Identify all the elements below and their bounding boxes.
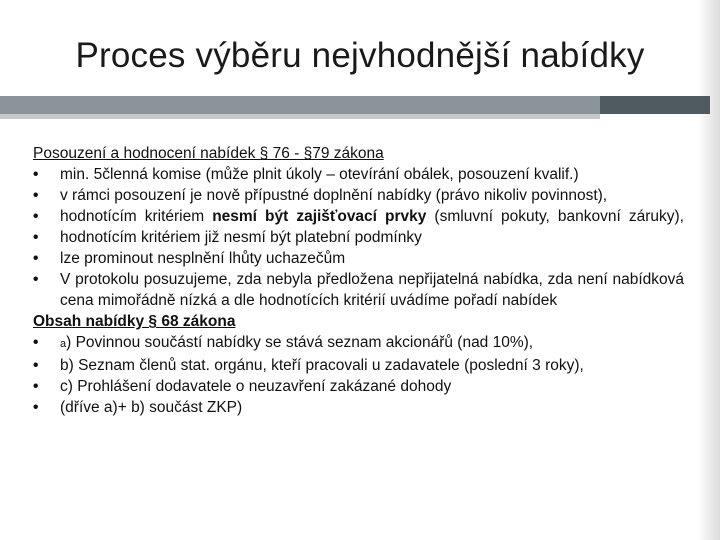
title-divider-accent [600,96,710,114]
title-divider-bar [0,96,600,114]
list-item-prefix: a [60,338,67,350]
list-item [33,397,684,418]
list-item-text-start: hodnotícím kritériem [60,208,213,225]
list-item [33,227,684,248]
list-item [33,269,684,311]
list-item-text-end: (smluvní pokuty, bankovní záruky), [426,208,684,225]
section-heading-evaluation: Posouzení a hodnocení nabídek § 76 - §79 zákona [33,145,384,162]
list-item-text: b) Seznam členů stat. orgánu, kteří pracovali u zadavatele (poslední 3 roky), [60,357,584,374]
bullet-icon: • [33,357,39,374]
bullet-icon: • [33,399,39,416]
list-item [33,185,684,206]
list-item-text: hodnotícím kritériem již nesmí být platební podmínky [60,229,422,246]
list-item [33,206,684,227]
title-divider-line [0,114,600,119]
list-item [33,164,684,185]
list-item-text: v rámci posouzení je nově přípustné doplnění nabídky (právo nikoliv povinnost), [60,187,608,204]
list-item-text: min. 5členná komise (může plnit úkoly – otevírání obálek, posouzení kvalif.) [60,166,579,183]
bullet-icon: • [33,271,39,288]
bullet-icon: • [33,187,39,204]
bullet-icon: • [33,250,39,267]
list-item-emphasis: nesmí být zajišťovací prvky [212,208,427,225]
slide-content [33,143,684,418]
list-item-text: c) Prohlášení dodavatele o neuzavření zakázané dohody [60,378,452,395]
list-item [33,332,684,355]
list-item-text: V protokolu posuzujeme, zda nebyla předložena nepřijatelná nabídka, zda není nabídková cena mimořádně nízká a dle hodnotících kritérií uvádíme pořadí nabídek [60,271,684,309]
bullet-icon: • [33,378,39,395]
slide-title: Proces výběru nejvhodnější nabídky [75,36,645,75]
slide-edge-shadow [698,0,720,540]
bullet-icon: • [33,229,39,246]
evaluation-list [33,164,684,311]
list-item-text: (dříve a)+ b) součást ZKP) [60,399,243,416]
content-list [33,332,684,418]
list-item [33,376,684,397]
bullet-icon: • [33,334,39,351]
list-item-text: lze prominout nesplnění lhůty uchazečům [60,250,346,267]
list-item-text: ) Povinnou součástí nabídky se stává seznam akcionářů (nad 10%), [66,334,534,351]
bullet-icon: • [33,208,39,225]
section-heading-content: Obsah nabídky § 68 zákona [33,313,236,330]
list-item [33,248,684,269]
list-item [33,355,684,376]
bullet-icon: • [33,166,39,183]
